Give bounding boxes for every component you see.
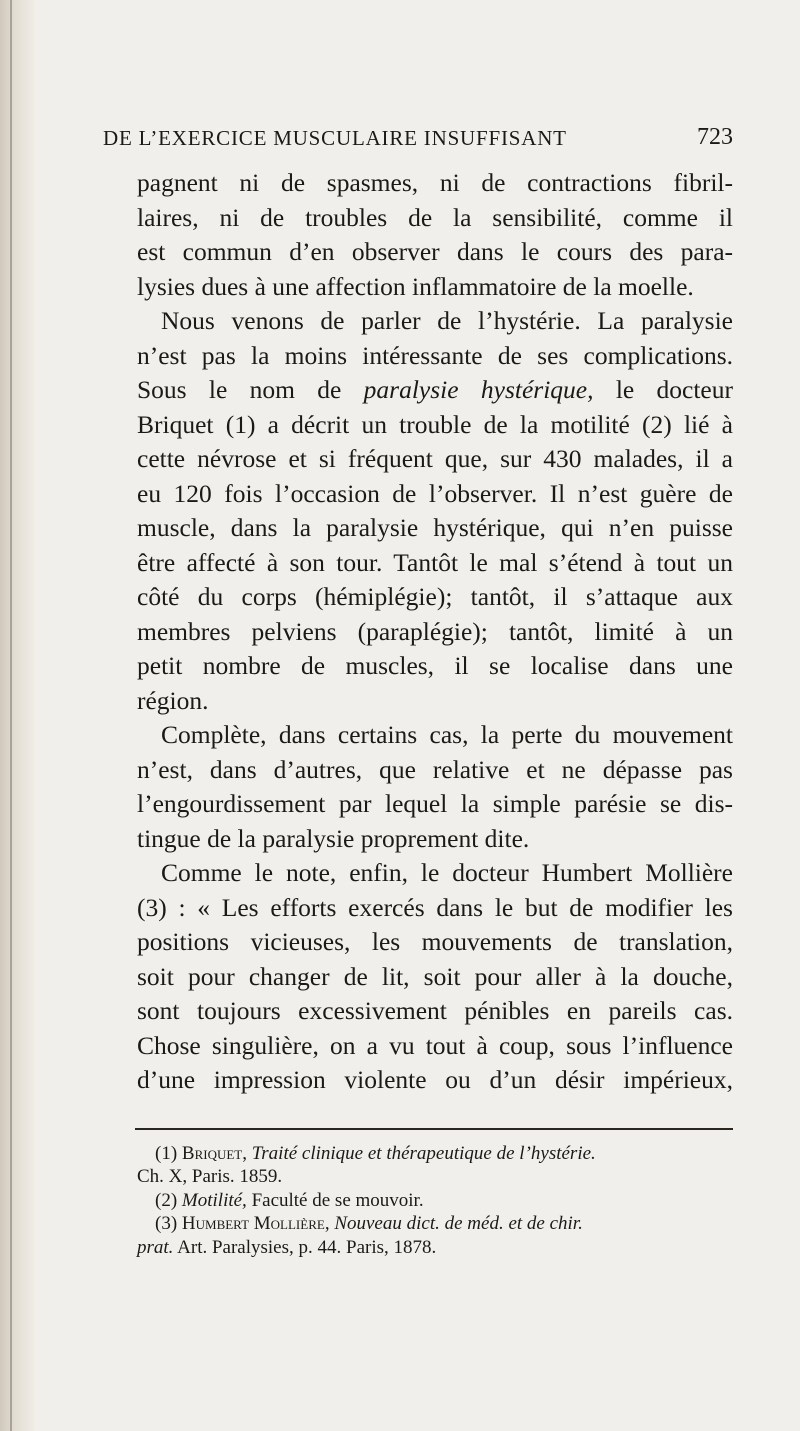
footnote-2-term: Motilité,: [181, 1189, 247, 1211]
body-line-25: sont toujours excessivement pénibles en pareils cas.: [137, 996, 733, 1025]
footnote-3-details: Art. Paralysies, p. 44. Paris, 1878.: [173, 1236, 437, 1258]
page-number: 723: [697, 124, 733, 150]
body-line-20: tingue de la paralysie proprement dite.: [137, 823, 530, 853]
body-line-9: cette névrose et si fréquent que, sur 430 malades, il a: [137, 444, 733, 473]
footnote-1-mark: (1): [155, 1142, 182, 1164]
body-line-8: Briquet (1) a décrit un trouble de la motilité (2) lié à: [137, 409, 733, 439]
body-line-2: laires, ni de troubles de la sensibilité, comme il: [137, 202, 733, 232]
binding-fold-line: [10, 0, 12, 1431]
running-head-title: DE L’EXERCICE MUSCULAIRE INSUFFISANT: [103, 126, 567, 150]
footnote-3-author: Humbert Mollière,: [181, 1213, 330, 1234]
body-line-11: muscle, dans la paralysie hystérique, qui n’en puisse: [137, 513, 733, 542]
body-line-4: lysies dues à une affection inflammatoire de la moelle.: [137, 271, 694, 301]
body-line-16: région.: [137, 685, 209, 715]
body-line-7-italic: paralysie hystérique,: [363, 375, 594, 404]
body-text: [137, 166, 733, 1098]
body-line-6: n’est pas la moins intéressante de ses complications.: [137, 340, 733, 370]
footnote-rule: [135, 1128, 733, 1130]
book-page: [103, 126, 733, 1259]
book-binding-edge: [0, 0, 34, 1431]
body-line-23: positions vicieuses, les mouvements de translation,: [137, 927, 733, 956]
body-line-7-start: Sous le nom de: [137, 375, 364, 404]
body-line-15: petit nombre de muscles, il se localise dans une: [137, 651, 733, 680]
body-line-12: être affecté à son tour. Tantôt le mal s’étend à tout un: [137, 547, 733, 577]
footnote-3: [137, 1212, 733, 1236]
body-line-10: eu 120 fois l’occasion de l’observer. Il n’est guère de: [137, 478, 733, 508]
body-line-24: soit pour changer de lit, soit pour aller à la douche,: [137, 961, 733, 991]
body-line-7-end: le docteur: [593, 375, 733, 404]
footnote-2-definition: Faculté de se mouvoir.: [246, 1189, 424, 1211]
running-head: [103, 126, 733, 156]
footnote-3-title-end: prat.: [137, 1236, 174, 1258]
footnotes: [137, 1142, 733, 1260]
footnote-1-continued: Ch. X, Paris. 1859.: [137, 1166, 283, 1187]
body-line-22: (3) : « Les efforts exercés dans le but de modifier les: [137, 892, 733, 922]
body-line-14: membres pelviens (paraplégie); tantôt, limité à un: [137, 616, 733, 646]
footnote-3-continued: [137, 1236, 733, 1260]
footnote-1-title: Traité clinique et thérapeutique de l’hystérie.: [247, 1142, 596, 1164]
footnote-2-mark: (2): [155, 1189, 182, 1211]
footnote-1: [137, 1142, 733, 1166]
body-line-21: Comme le note, enfin, le docteur Humbert Mollière: [161, 858, 733, 887]
body-line-19: l’engourdissement par lequel la simple parésie se dis-: [137, 789, 733, 818]
body-line-27: d’une impression violente ou d’un désir impérieux,: [137, 1065, 733, 1094]
body-line-26: Chose singulière, on a vu tout à coup, sous l’influence: [137, 1030, 733, 1060]
body-line-18: n’est, dans d’autres, que relative et ne dépasse pas: [137, 754, 733, 784]
body-line-17: Complète, dans certains cas, la perte du mouvement: [161, 720, 733, 749]
footnote-3-mark: (3): [155, 1213, 182, 1234]
footnote-3-title: Nouveau dict. de méd. et de chir.: [329, 1213, 583, 1234]
body-line-7: [137, 373, 733, 408]
body-line-5: Nous venons de parler de l’hystérie. La paralysie: [161, 306, 733, 335]
body-line-1: pagnent ni de spasmes, ni de contractions fibril-: [137, 168, 733, 197]
body-line-3: est commun d’en observer dans le cours des para-: [137, 237, 733, 266]
body-line-13: côté du corps (hémiplégie); tantôt, il s’attaque aux: [137, 582, 733, 611]
footnote-2: [137, 1189, 733, 1213]
footnote-1-author: Briquet,: [181, 1142, 247, 1164]
